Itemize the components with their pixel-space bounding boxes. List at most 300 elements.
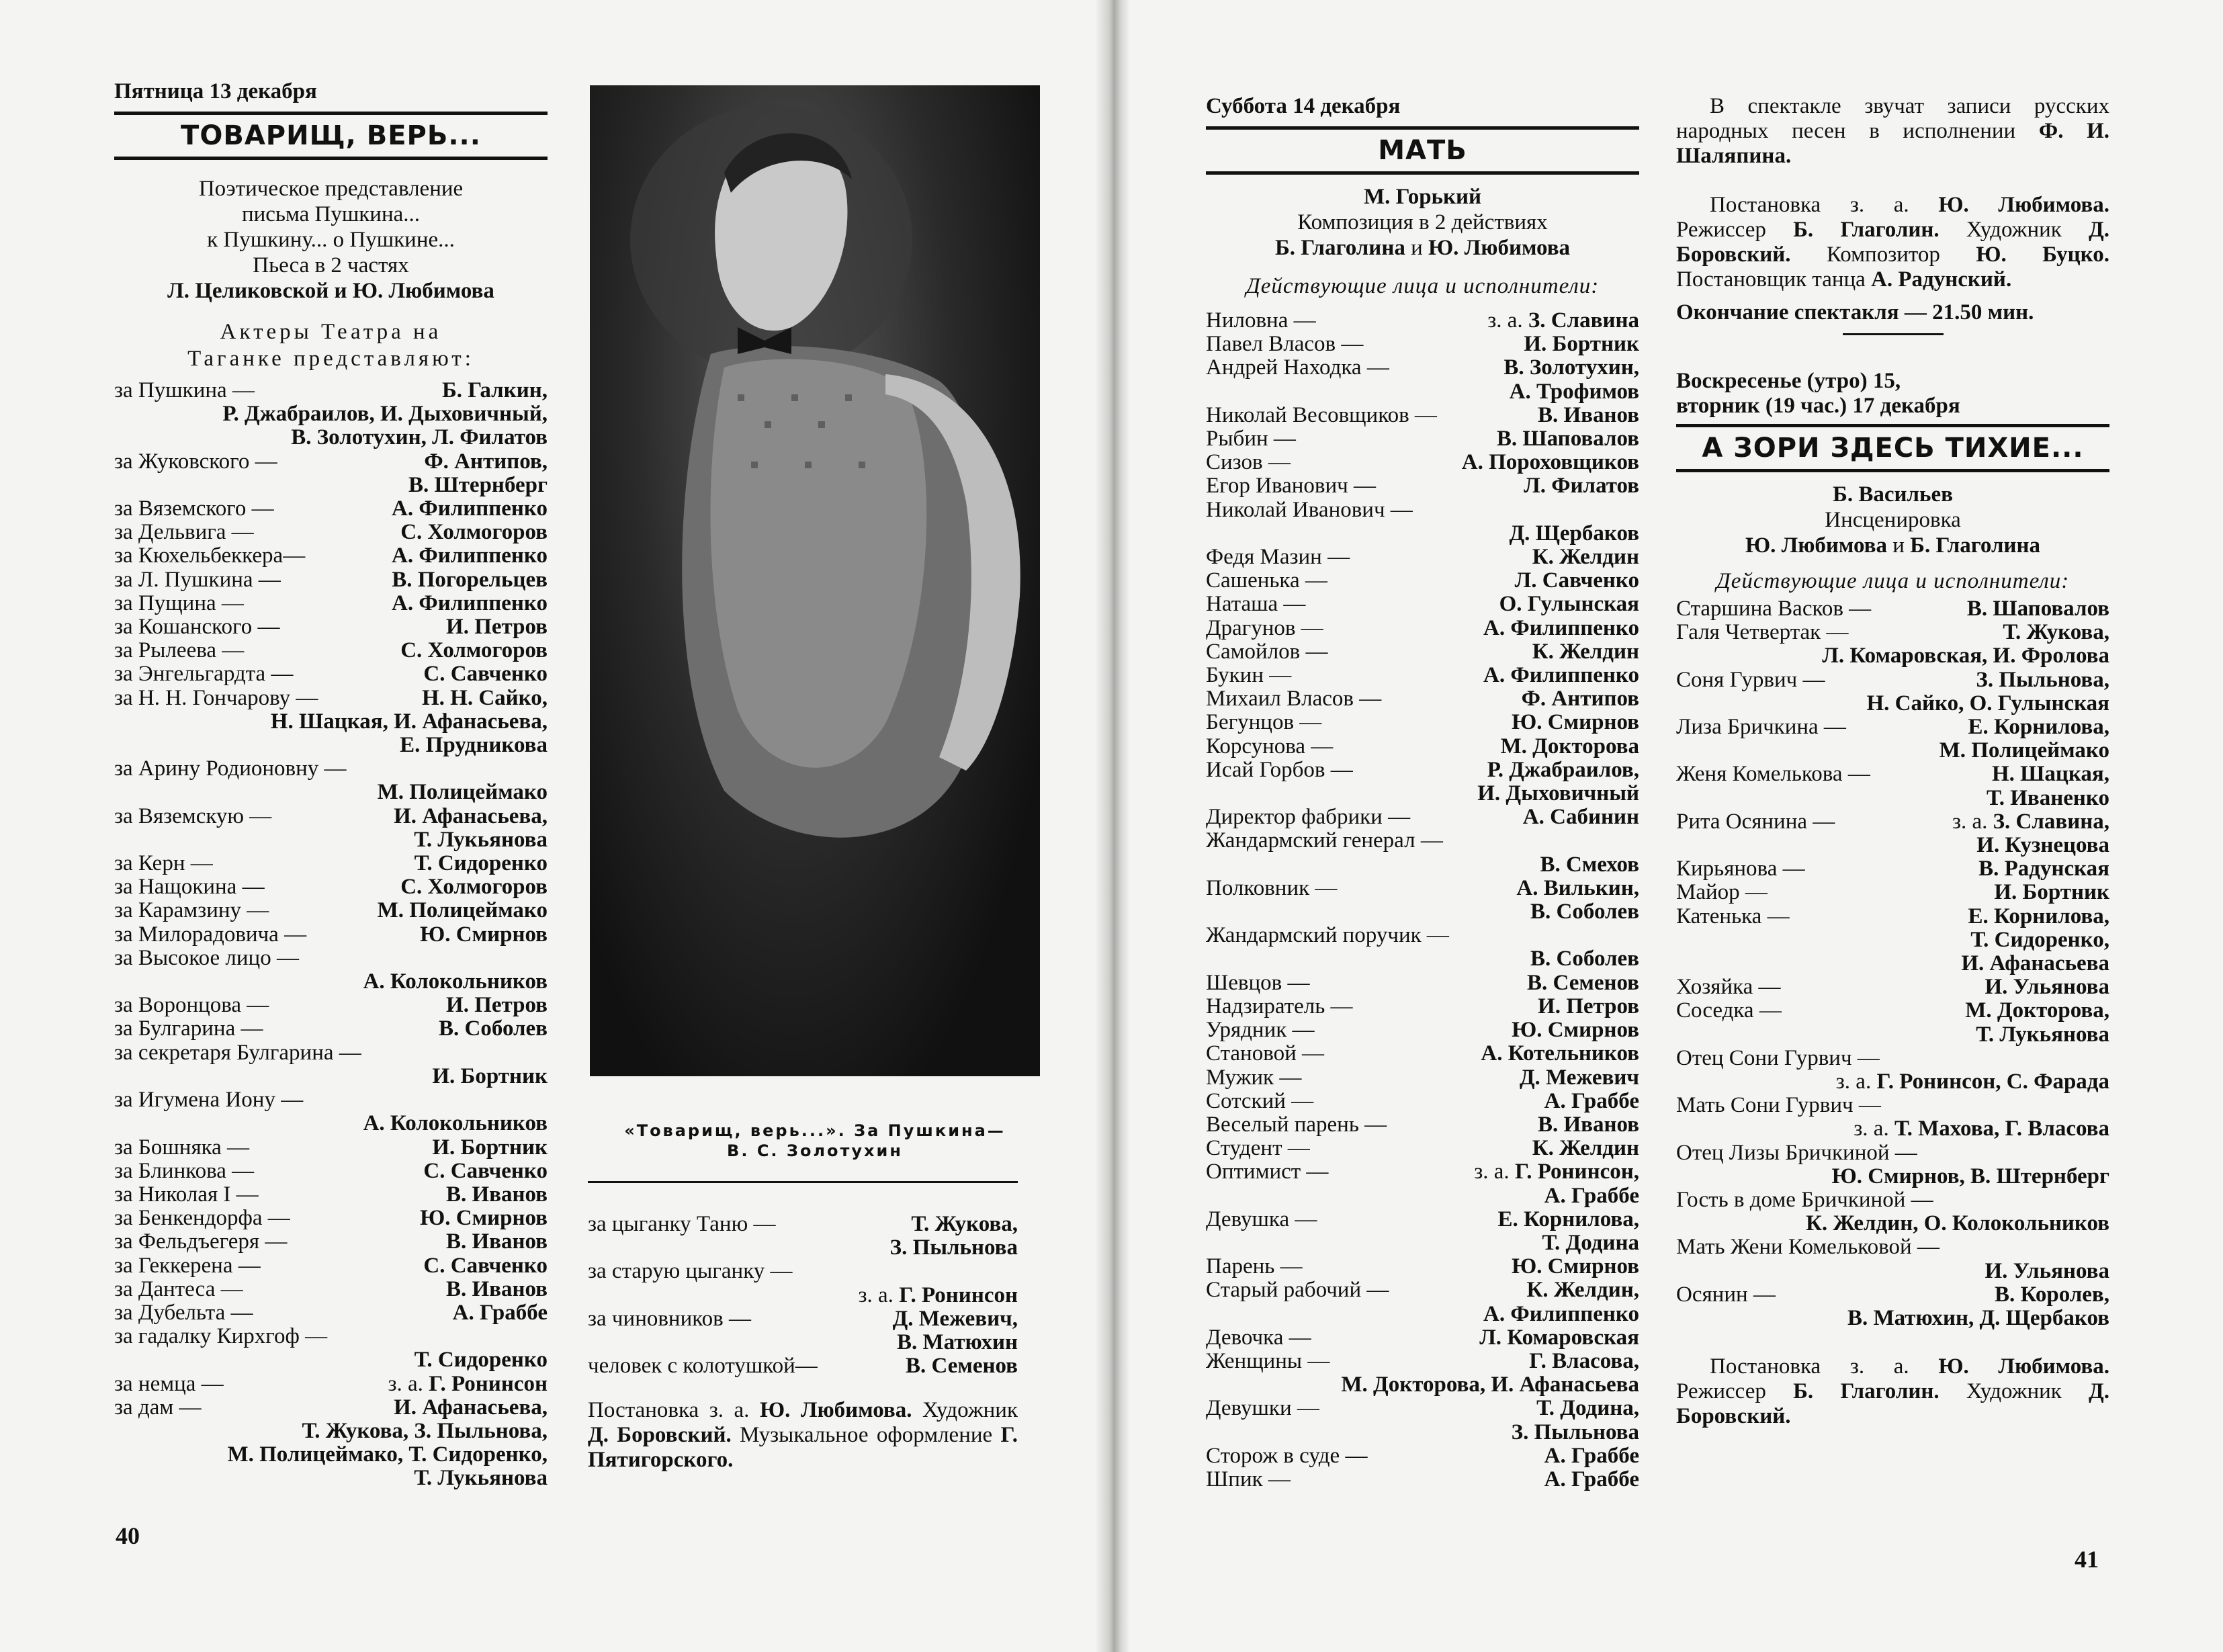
role-name: Рыбин —: [1206, 427, 1296, 451]
actor-cell: [1544, 1468, 1639, 1491]
roles-heading-2: Действующие лица и исполнители:: [1716, 569, 2070, 593]
cast-row: [1206, 664, 1639, 687]
actor-name: В. Золотухин,: [1503, 355, 1639, 380]
actor-cell: [1994, 881, 2109, 904]
day-line-1: Воскресенье (утро) 15,: [1676, 369, 1901, 393]
actor-cell: [424, 450, 548, 474]
photo-caption-line-2: В. С. Золотухин: [727, 1141, 903, 1160]
cast-row: [1206, 711, 1639, 734]
play-title-zori: А ЗОРИ ЗДЕСЬ ТИХИЕ...: [1702, 433, 2084, 464]
cast-row: [114, 1017, 548, 1041]
cast-row: [1676, 1047, 2109, 1070]
play-authors: Л. Целиковской и Ю. Любимова: [167, 279, 494, 303]
actor-cell: [439, 1017, 548, 1041]
cast-continuation: [1206, 900, 1639, 924]
cast-row: [1676, 1235, 2109, 1259]
role-name: Девушки —: [1206, 1396, 1319, 1421]
actor-name: Ю. Смирнов: [1512, 1254, 1639, 1279]
role-name: за гадалку Кирхгоф —: [114, 1324, 328, 1349]
actor-name: В. Шаповалов: [1966, 597, 2109, 621]
title-prefix: з. а.: [1952, 809, 1993, 834]
actor-name: Т. Махова, Г. Власова: [1894, 1117, 2109, 1141]
play-credits: [588, 1398, 1018, 1473]
actor-cell: [1483, 617, 1639, 640]
actor-name: А. Граббе: [1544, 1467, 1639, 1491]
cast-row: [1676, 597, 2109, 621]
role-name: за Бошняка —: [114, 1135, 250, 1160]
cast-list-continued: [588, 1213, 1018, 1378]
actor-name: В. Штернберг: [408, 472, 548, 497]
actor-name: С. Савченко: [423, 662, 548, 687]
role-name: Корсунова —: [1206, 734, 1334, 758]
cast-continuation: [588, 1236, 1018, 1260]
actor-name: Т. Сидоренко: [414, 851, 548, 876]
cast-continuation: [114, 970, 548, 994]
cast-row: [1676, 999, 2109, 1023]
actor-name: Т. Сидоренко: [414, 1348, 548, 1373]
role-name: Николай Весовщиков —: [1206, 402, 1437, 427]
actor-name: В. Королев,: [1995, 1282, 2109, 1307]
role-name: Федя Мазин —: [1206, 545, 1350, 570]
credit-text: Режиссер: [1676, 218, 1794, 242]
actor-cell: [2003, 621, 2109, 644]
role-name: за старую цыганку —: [588, 1259, 793, 1284]
role-name: Девушка —: [1206, 1207, 1317, 1231]
actor-name: М. Полицеймако: [377, 898, 548, 923]
actor-name: В. Шаповалов: [1496, 427, 1639, 451]
role-name: Сотский —: [1206, 1088, 1314, 1113]
cast-row: [1676, 857, 2109, 881]
actor-name: К. Желдин: [1532, 1136, 1639, 1161]
actor-cell: [415, 852, 548, 875]
cast-row: [1676, 668, 2109, 692]
actor-name: А. Граббе: [452, 1300, 548, 1325]
cast-row: [1206, 569, 1639, 593]
actor-cell: [446, 1278, 548, 1301]
cast-continuation: [1676, 1165, 2109, 1188]
role-name: Гость в доме Бричкиной —: [1676, 1188, 1933, 1213]
cast-row: [1676, 975, 2109, 999]
cast-row: [114, 662, 548, 686]
cast-continuation: [1676, 1117, 2109, 1141]
actor-name: Т. Лукьянова: [1976, 1022, 2109, 1047]
cast-continuation: [1676, 1260, 2109, 1283]
cast-row: [588, 1260, 1018, 1283]
book-gutter: [1095, 0, 1130, 1652]
cast-row: [1206, 498, 1639, 522]
role-name: за Кошанского —: [114, 615, 280, 640]
cast-row: [114, 923, 548, 947]
role-name: человек с колотушкой—: [588, 1354, 818, 1379]
caption-rule: [588, 1181, 1018, 1183]
cast-continuation: [1676, 1023, 2109, 1047]
short-divider: [1843, 333, 1944, 335]
cast-continuation: [1676, 739, 2109, 763]
actor-name: С. Холмогоров: [400, 638, 548, 663]
cast-row: [114, 947, 548, 970]
actor-name: Т. Лукьянова: [414, 827, 548, 852]
cast-row: [114, 568, 548, 592]
cast-row: [1206, 1350, 1639, 1373]
cast-row: [1206, 1444, 1639, 1468]
cast-row: [1206, 735, 1639, 758]
cast-continuation: [588, 1331, 1018, 1354]
credit-text: Постановка з. а.: [1710, 1354, 1939, 1379]
credit-name: Ю. Буцко.: [1976, 243, 2109, 267]
actor-name: Т. Иваненко: [1987, 785, 2109, 810]
cast-continuation: [114, 1112, 548, 1135]
role-name: Наташа —: [1206, 592, 1306, 617]
role-name: за секретаря Булгарина —: [114, 1040, 361, 1065]
actor-name: Н. Н. Сайко,: [421, 685, 548, 710]
role-name: Сторож в суде —: [1206, 1443, 1368, 1468]
actor-cell: [446, 1183, 548, 1207]
actor-cell: [1512, 711, 1639, 734]
actor-name: А. Сабинин: [1522, 805, 1639, 830]
actor-cell: [378, 899, 548, 922]
play-title-mat: МАТЬ: [1378, 135, 1467, 166]
actor-cell: [1968, 715, 2109, 739]
actor-name: Ю. Смирнов: [1512, 1018, 1639, 1043]
play-credits-mat: [1676, 193, 2109, 292]
actor-name: Ф. Антипов: [1521, 687, 1639, 711]
roles-heading: Действующие лица и исполнители:: [1246, 274, 1600, 298]
role-name: за Карамзину —: [114, 898, 269, 923]
cast-row: [1206, 877, 1639, 900]
play-authors: [1206, 235, 1639, 261]
cast-row: [114, 1254, 548, 1278]
actor-cell: [1503, 356, 1639, 380]
cast-list-zori: [1676, 597, 2109, 1330]
cast-continuation: [114, 1443, 548, 1467]
heading-rule-bottom: [1206, 171, 1639, 175]
actor-cell: [1520, 1066, 1639, 1090]
cast-row: [114, 994, 548, 1017]
page-number-left: 40: [116, 1522, 140, 1549]
role-name: Оптимист —: [1206, 1160, 1329, 1184]
left-second-column: [588, 1181, 1018, 1495]
credit-name: Ю. Любимова.: [1938, 1354, 2109, 1379]
author-conjunction: и: [1886, 533, 1911, 558]
page-number-right: 41: [2075, 1546, 2099, 1573]
role-name: за Керн —: [114, 851, 213, 876]
author-name: Ю. Любимова: [1745, 533, 1887, 558]
role-name: Старый рабочий —: [1206, 1278, 1389, 1303]
role-name: за Кюхельбеккера—: [114, 544, 306, 568]
actor-cell: [453, 1301, 548, 1325]
actor-cell: [1985, 975, 2110, 999]
left-main-column: [114, 79, 548, 1491]
cast-continuation: [114, 1348, 548, 1372]
actor-name: Н. Шацкая, И. Афанасьева,: [270, 709, 548, 734]
actor-name: И. Афанасьева,: [394, 803, 548, 828]
credit-text: Постановка з. а.: [588, 1398, 760, 1423]
actor-name: Ф. Антипов,: [424, 449, 548, 474]
role-name: за Л. Пушкина —: [114, 567, 281, 592]
role-name: Михаил Власов —: [1206, 687, 1382, 711]
credit-text: Режиссер: [1676, 1379, 1794, 1404]
role-name: Драгунов —: [1206, 615, 1323, 640]
credit-name: Д. Боровский.: [1676, 1379, 2109, 1429]
actor-cell: [1487, 758, 1639, 782]
actor-name: Е. Прудникова: [400, 733, 548, 758]
role-name: за Энгельгардта —: [114, 662, 294, 687]
cast-continuation: [1206, 853, 1639, 877]
cast-row: [1206, 546, 1639, 569]
cast-row: [114, 615, 548, 639]
cast-row: [1676, 715, 2109, 739]
cast-row: [1206, 617, 1639, 640]
role-name: Урядник —: [1206, 1018, 1315, 1043]
actor-name: А. Граббе: [1544, 1443, 1639, 1468]
actor-cell: [1522, 687, 1639, 711]
role-name: Жандармский генерал —: [1206, 828, 1443, 853]
actor-name: А. Филиппенко: [1483, 1301, 1639, 1326]
cast-row: [588, 1307, 1018, 1331]
role-name: за Игумена Иону —: [114, 1088, 304, 1113]
role-name: Соня Гурвич —: [1676, 667, 1825, 692]
actor-cell: [1497, 427, 1639, 451]
play-credits-zori: [1676, 1354, 2109, 1429]
actor-name: К. Желдин: [1532, 639, 1639, 664]
actor-name: Е. Корнилова,: [1497, 1207, 1639, 1231]
actor-name: Т. Жукова,: [2003, 620, 2109, 645]
role-name: Девочка —: [1206, 1325, 1311, 1350]
day-line-2: вторник (19 час.) 17 декабря: [1676, 394, 1960, 418]
cast-continuation: [1206, 782, 1639, 806]
actor-portrait-image: [590, 85, 1040, 1076]
role-name: за Рылеева —: [114, 638, 245, 663]
actor-name: И. Бортник: [432, 1135, 548, 1160]
cast-continuation: [1676, 787, 2109, 810]
role-name: Катенька —: [1676, 904, 1790, 928]
actor-name: З. Пыльнова,: [1976, 667, 2109, 692]
cast-row: [1206, 309, 1639, 333]
actor-cell: [394, 1396, 548, 1420]
cast-row: [1206, 593, 1639, 616]
credit-name: Б. Глаголин.: [1793, 218, 1939, 242]
actor-cell: [1501, 735, 1640, 758]
actor-cell: [392, 544, 548, 568]
actor-cell: [1523, 806, 1639, 829]
actor-name: Н. Сайко, О. Гулынская: [1866, 691, 2109, 715]
cast-continuation: [1206, 1231, 1639, 1255]
actor-cell: [392, 497, 548, 521]
credit-text: Художник: [1939, 1379, 2089, 1404]
cast-row: [1676, 905, 2109, 928]
cast-continuation: [1676, 1307, 2109, 1330]
role-name: Егор Иванович —: [1206, 474, 1376, 498]
cast-row: [1676, 1141, 2109, 1165]
inscenirovka-label: Инсценировка: [1825, 508, 1961, 532]
role-name: за Николая I —: [114, 1182, 259, 1207]
cast-row: [114, 1160, 548, 1183]
credit-text: Композитор: [1790, 243, 1976, 267]
cast-row: [1676, 1283, 2109, 1307]
role-name: Директор фабрики —: [1206, 805, 1411, 830]
actor-cell: [1532, 640, 1639, 664]
author-name: Б. Глаголина: [1274, 236, 1405, 260]
actor-cell: [420, 1207, 548, 1230]
cast-row: [114, 592, 548, 615]
cast-continuation: [588, 1284, 1018, 1307]
actor-name: С. Савченко: [423, 1253, 548, 1278]
actor-cell: [1483, 664, 1639, 687]
cast-row: [114, 1207, 548, 1230]
actor-name: Д. Межевич: [1519, 1065, 1639, 1090]
actor-cell: [446, 615, 548, 639]
actor-cell: [1499, 593, 1639, 616]
actor-name: З. Славина,: [1993, 809, 2109, 834]
role-name: Самойлов —: [1206, 639, 1328, 664]
role-name: Соседка —: [1676, 998, 1782, 1023]
cast-continuation: [114, 710, 548, 734]
cast-row: [1206, 995, 1639, 1018]
cast-continuation: [1676, 1070, 2109, 1094]
role-name: за Милорадовича —: [114, 922, 307, 947]
role-name: Мать Жени Комельковой —: [1676, 1235, 1939, 1260]
author-name: Ю. Любимова: [1428, 236, 1571, 260]
cast-row: [1206, 1090, 1639, 1113]
cast-row: [1676, 1188, 2109, 1212]
actor-name: Л. Комаровская, И. Фролова: [1822, 644, 2109, 668]
actor-name: В. Золотухин, Л. Филатов: [291, 425, 548, 450]
cast-row: [1206, 474, 1639, 498]
role-name: Парень —: [1206, 1254, 1303, 1279]
role-name: Осянин —: [1676, 1282, 1776, 1307]
actor-name: Д. Межевич,: [892, 1306, 1018, 1331]
credit-name: Ю. Любимова.: [759, 1398, 912, 1423]
actor-photo: [590, 85, 1040, 1076]
cast-list: [114, 379, 548, 1491]
cast-continuation: [114, 1420, 548, 1443]
actor-cell: [394, 805, 548, 828]
actor-cell: [1968, 905, 2109, 928]
actor-cell: [1512, 1255, 1639, 1278]
actor-name: В. Смехов: [1540, 852, 1639, 877]
actor-name: С. Холмогоров: [400, 520, 548, 545]
photo-caption: [590, 1121, 1040, 1161]
note-name: Ф. И. Шаляпина.: [1676, 119, 2109, 168]
role-name: Веселый парень —: [1206, 1112, 1387, 1137]
role-name: за Жуковского —: [114, 449, 277, 474]
credit-name: Б. Глаголин.: [1793, 1379, 1939, 1404]
actor-name: Г. Ронинсон: [899, 1283, 1018, 1307]
cast-row: [1206, 971, 1639, 995]
actor-cell: [1965, 999, 2109, 1023]
heading-rule-bottom: [1676, 469, 2109, 472]
role-name: Женщины —: [1206, 1348, 1330, 1373]
actor-name: Т. Додина,: [1536, 1396, 1639, 1421]
cast-row: [114, 639, 548, 662]
credit-text: Постановка з. а.: [1710, 193, 1939, 217]
note-text: В спектакле звучат записи русских народных песен в исполнении: [1676, 94, 2109, 143]
cast-row: [1206, 1255, 1639, 1278]
role-name: за Н. Н. Гончарову —: [114, 685, 318, 710]
actor-name: В. Иванов: [1537, 402, 1639, 427]
role-name: за немца —: [114, 1371, 224, 1396]
actor-name: И. Афанасьева: [1961, 951, 2109, 976]
actor-name: Л. Савченко: [1514, 568, 1639, 593]
actor-name: А. Граббе: [1544, 1088, 1639, 1113]
actor-name: Б. Галкин,: [441, 378, 548, 402]
cast-row: [588, 1354, 1018, 1378]
actor-name: Л. Филатов: [1524, 474, 1639, 498]
role-name: за Пушкина —: [114, 378, 255, 402]
role-name: Ниловна —: [1206, 308, 1316, 333]
role-name: за Булгарина —: [114, 1016, 263, 1041]
actor-cell: [1538, 995, 1639, 1018]
actor-cell: [1512, 1018, 1639, 1042]
cast-row: [1206, 1278, 1639, 1302]
intro-line: письма Пушкина...: [241, 202, 421, 226]
end-time: Окончание спектакля — 21.50 мин.: [1676, 300, 2034, 324]
actor-name: М. Полицеймако, Т. Сидоренко,: [227, 1442, 548, 1467]
credit-text: Художник: [1939, 218, 2089, 242]
cast-row: [1206, 427, 1639, 451]
role-name: Студент —: [1206, 1136, 1310, 1161]
cast-row: [1206, 333, 1639, 356]
actor-name: С. Савченко: [423, 1158, 548, 1183]
actor-cell: [1544, 1444, 1639, 1468]
actor-cell: [1952, 810, 2109, 834]
cast-continuation: [1676, 834, 2109, 857]
actor-name: Д. Щербаков: [1509, 521, 1639, 546]
role-name: Рита Осянина —: [1676, 809, 1835, 834]
cast-continuation: [114, 828, 548, 852]
actor-cell: [392, 568, 548, 592]
cast-row: [1206, 687, 1639, 711]
cast-continuation: [114, 1467, 548, 1490]
actor-name: Е. Корнилова,: [1968, 715, 2109, 740]
role-name: Хозяйка —: [1676, 975, 1781, 1000]
right-second-column: [1676, 94, 2109, 1429]
cast-row: [114, 497, 548, 521]
actor-name: Г. Ронинсон,: [1514, 1160, 1639, 1184]
actor-name: В. Иванов: [445, 1276, 548, 1301]
role-name: Николай Иванович —: [1206, 497, 1413, 522]
role-name: за дам —: [114, 1395, 202, 1420]
cast-row: [114, 450, 548, 474]
actor-name: Ю. Смирнов: [420, 922, 548, 947]
credit-name: Д. Боровский.: [1676, 218, 2109, 267]
cast-row: [1676, 763, 2109, 786]
role-name: Жандармский поручик —: [1206, 923, 1449, 948]
actor-name: В. Матюхин: [897, 1330, 1018, 1355]
title-prefix: з. а.: [858, 1283, 900, 1307]
cast-row: [1206, 924, 1639, 947]
cast-row: [114, 521, 548, 544]
actor-name: В. Погорельцев: [392, 567, 548, 592]
actor-name: Е. Корнилова,: [1968, 904, 2109, 928]
actor-name: И. Ульянова: [1985, 975, 2109, 1000]
actor-cell: [446, 1230, 548, 1254]
actor-name: А. Филиппенко: [392, 544, 548, 568]
right-main-column: [1206, 94, 1639, 1491]
role-name: Кирьянова —: [1676, 857, 1805, 881]
actor-cell: [1532, 1137, 1639, 1160]
cast-row: [114, 1088, 548, 1112]
role-name: Лиза Бричкина —: [1676, 715, 1846, 740]
actor-name: Ю. Смирнов, В. Штернберг: [1831, 1164, 2109, 1188]
cast-continuation: [114, 1065, 548, 1088]
actor-cell: [1515, 569, 1639, 593]
actor-cell: [1526, 1278, 1639, 1302]
actor-name: В. Иванов: [445, 1229, 548, 1254]
actor-name: А. Филиппенко: [392, 496, 548, 521]
cast-row: [1206, 1160, 1639, 1184]
actor-name: В. Иванов: [445, 1182, 548, 1207]
